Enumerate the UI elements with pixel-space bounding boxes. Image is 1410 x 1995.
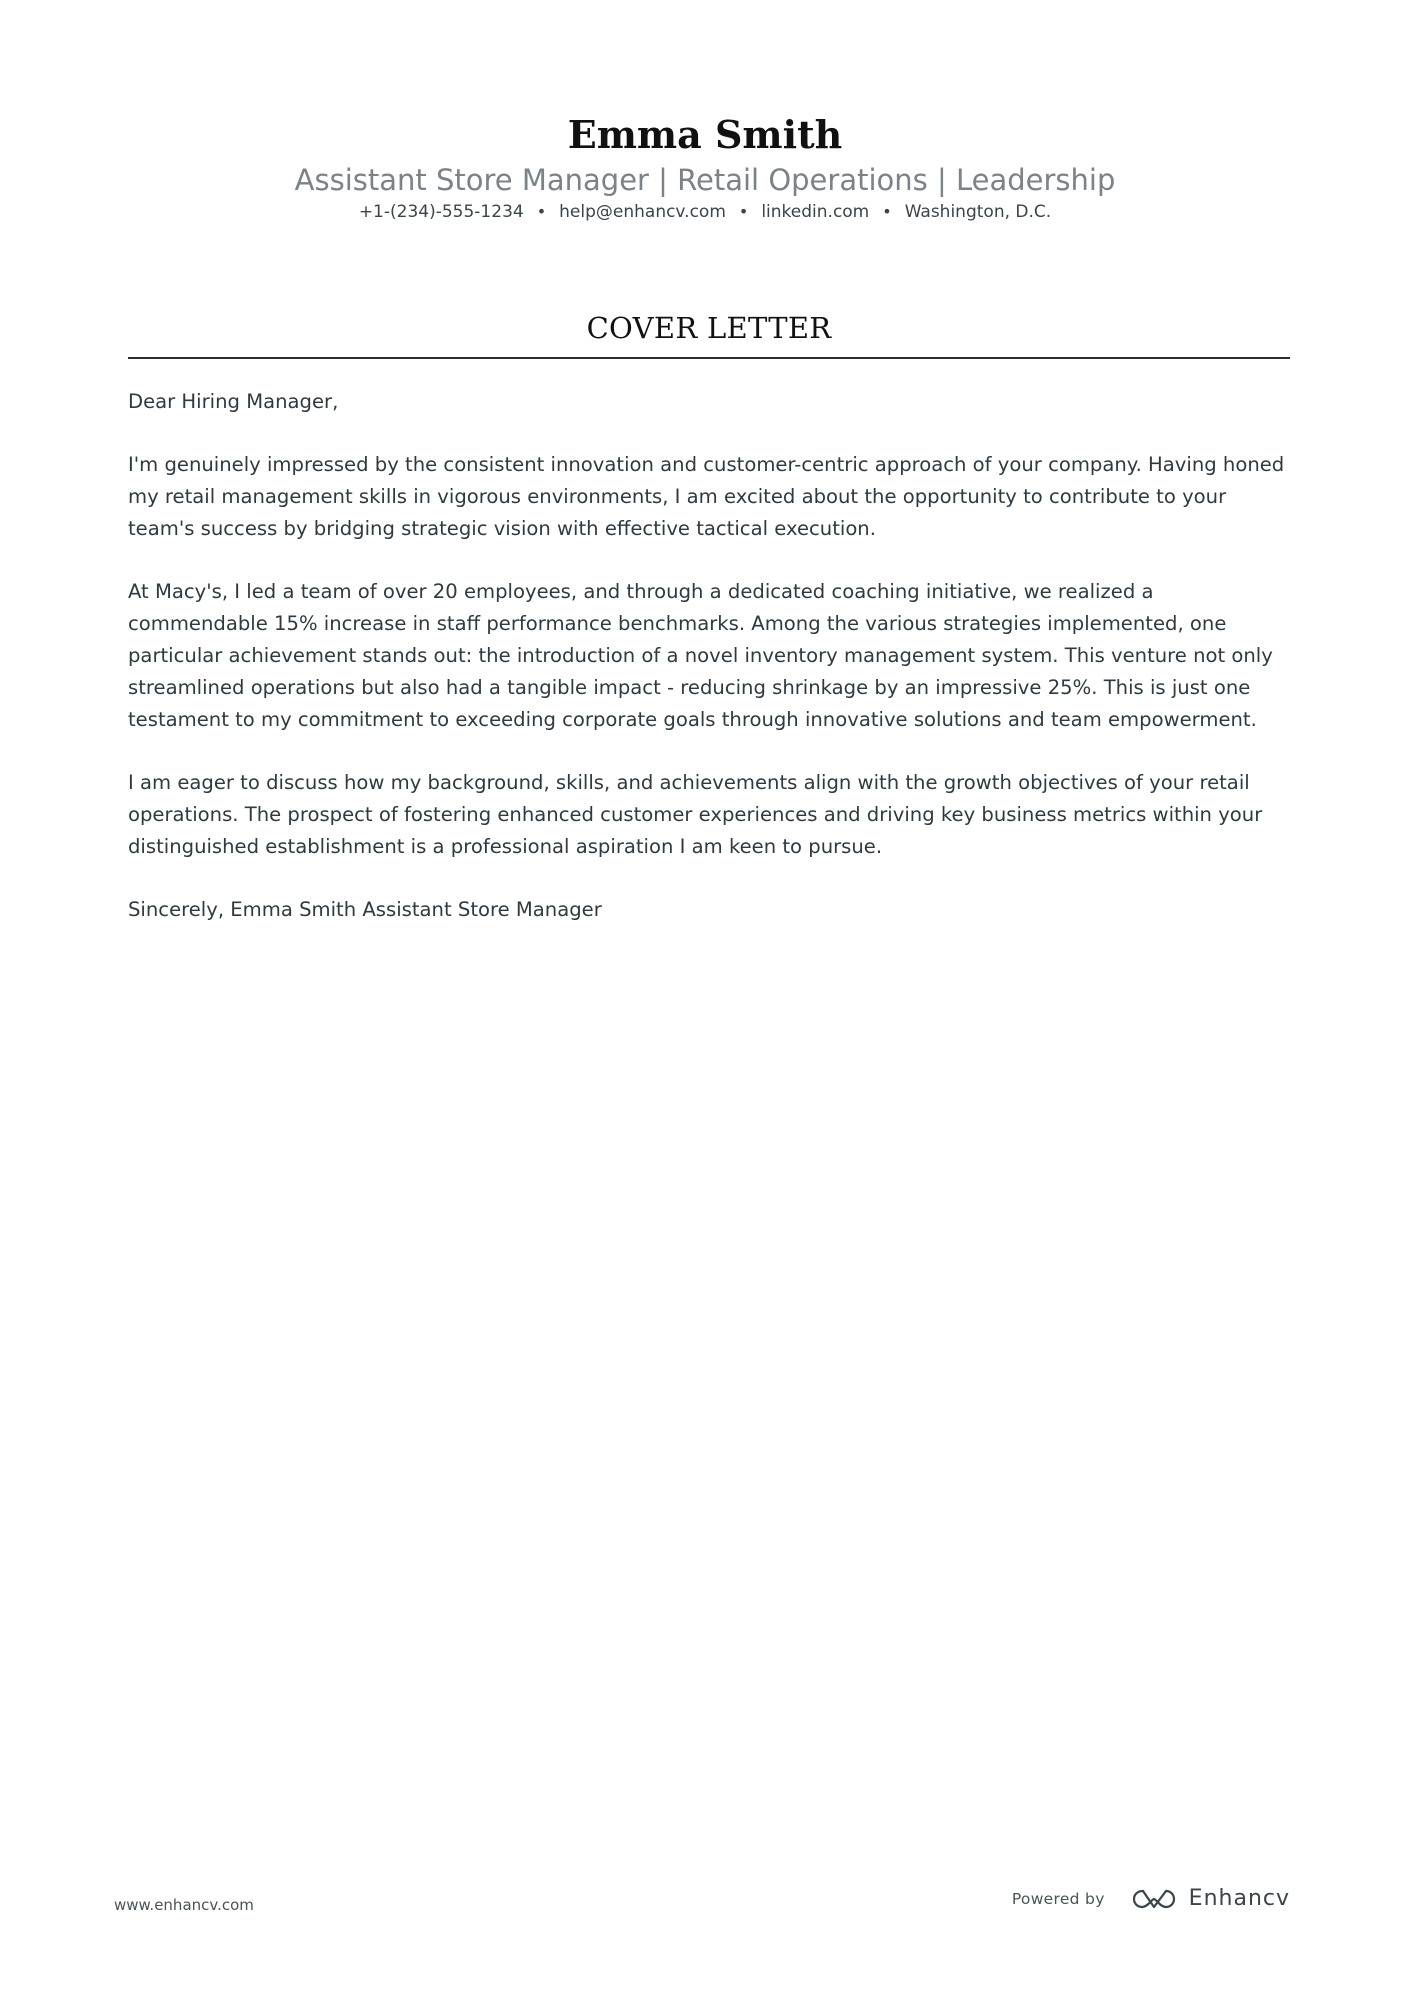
letter-closing: Sincerely, Emma Smith Assistant Store Manager: [128, 897, 602, 921]
resume-header: [0, 112, 1410, 224]
contact-separator: •: [882, 202, 892, 221]
section-divider: [128, 357, 1290, 359]
letter-paragraph: I am eager to discuss how my background, skills, and achievements align with the growth objectives of your retail operations. The prospect of fostering enhanced customer experiences and driving key business metrics within your distinguished establishment is a professional aspiration I am keen to pursue.: [128, 770, 1263, 858]
enhancv-logo-icon: [1131, 1888, 1177, 1910]
contact-phone[interactable]: +1-(234)-555-1234: [358, 202, 524, 222]
applicant-name: Emma Smith: [567, 112, 843, 157]
applicant-headline: Assistant Store Manager | Retail Operations | Leadership: [294, 163, 1116, 197]
brand-name: Enhancv: [1188, 1886, 1290, 1911]
letter-paragraph: At Macy's, I led a team of over 20 employees, and through a dedicated coaching initiative, we realized a commendable 15% increase in staff performance benchmarks. Among the various strategies implemented, one particular achievement stands out: the introduction of a novel inventory management system. This venture not only streamlined operations but also had a tangible impact - reducing shrinkage by an impressive 25%. This is just one testament to my commitment to exceeding corporate goals through innovative solutions and team empowerment.: [128, 580, 1273, 731]
letter-greeting: Dear Hiring Manager,: [128, 390, 339, 413]
letter-body: [128, 386, 1293, 957]
contact-separator: •: [536, 202, 547, 221]
footer-website-link[interactable]: www.enhancv.com: [114, 1896, 254, 1914]
powered-by-label: Powered by: [1011, 1889, 1105, 1908]
contact-separator: •: [738, 202, 749, 221]
powered-by-badge[interactable]: [1012, 1886, 1290, 1911]
contact-location: Washington, D.C.: [904, 202, 1052, 222]
contact-linkedin[interactable]: linkedin.com: [761, 202, 870, 222]
brand-lockup: [1131, 1886, 1290, 1911]
letter-paragraph: I'm genuinely impressed by the consistent innovation and customer-centric approach of your company. Having honed my retail management skills in vigorous environments, I am excited about the opportunity to contribute to your team's success by bridging strategic vision with effective tactical execution.: [128, 453, 1285, 540]
contact-email[interactable]: help@enhancv.com: [559, 202, 726, 222]
section-title: COVER LETTER: [586, 311, 832, 345]
contact-line: [0, 200, 1410, 224]
